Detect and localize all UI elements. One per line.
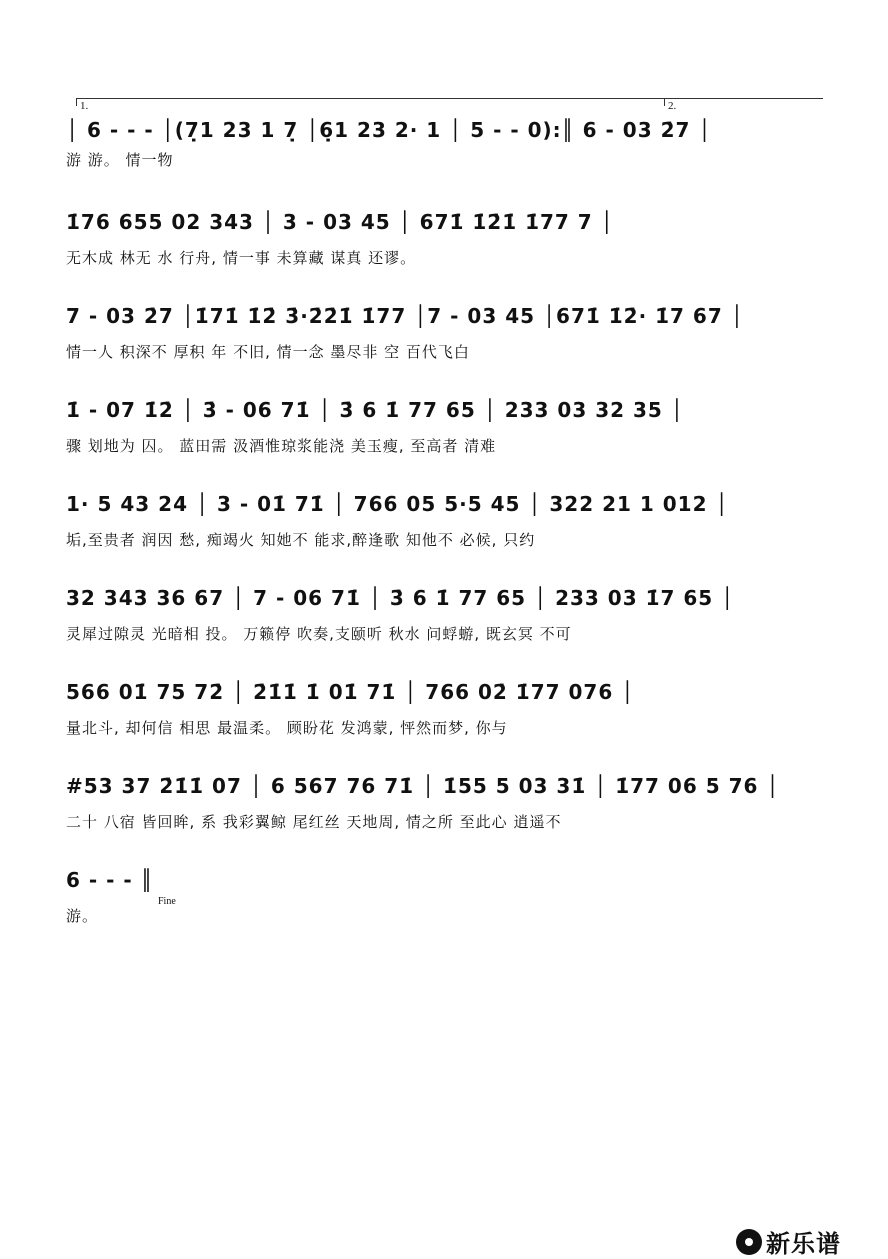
lyrics-line: 情一人 积深不 厚积 年 不旧, 情一念 墨尽非 空 百代飞白 <box>66 343 470 361</box>
notation-line: 32 343 36 67 │ 7 - 06 71̇ │ 3̇ 6 1̇ 77 65 │ 233 03 1̇7 65 │ <box>66 586 735 610</box>
lyrics-line: 垢,至贵者 润因 愁, 痴竭火 知她不 能求,醉逢歌 知他不 必候, 只约 <box>66 531 536 549</box>
volta-1: 1. <box>76 98 665 106</box>
lyrics-line: 二十 八宿 皆回眸, 系 我彩翼鲸 尾红丝 天地周, 情之所 至此心 逍遥不 <box>66 813 562 831</box>
lyrics-line: 游 游。 情一物 <box>66 151 174 169</box>
notation-line: 1̇ - 07 1̇2̇ │ 3̇ - 06 71̇ │ 3̇ 6 1̇ 77 65 │ 233 03 32 35 │ <box>66 398 684 422</box>
lyrics-line: 骤 划地为 囚。 蓝田需 汲酒惟琼浆能浇 美玉瘦, 至高者 清难 <box>66 437 497 455</box>
notation-line: #53 37 2̇1̇1̇ 07 │ 6 567 76 71̇ │ 1̇55 5 03 31̇ │ 1̇77 06 5 76 │ <box>66 774 780 798</box>
notation-line: 1· 5 43 24 │ 3 - 01̇ 71̇ │ 766 05 5·5 45 │ 322 21 1 012 │ <box>66 492 729 516</box>
lyrics-line: 灵犀过隙灵 光暗相 投。 万籁停 吹奏,支颐听 秋水 问蜉蝣, 既玄冥 不可 <box>66 625 572 643</box>
fine-mark: Fine <box>158 896 176 907</box>
site-logo <box>736 1224 841 1259</box>
notation-line: 6 - - - ║ <box>66 868 154 892</box>
notation-line: │ 6 - - - │(7̣1 23 1 7̣ │6̣1 23 2· 1 │ 5 - - 0):║ 6 - 03 2̇7 │ <box>66 118 712 142</box>
lyrics-line: 无木成 林无 水 行舟, 情一事 未算藏 谋真 还谬。 <box>66 249 417 267</box>
notation-line: 566 01̇ 75 72̇ │ 2̇1̇1̇ 1̇ 01̇ 71̇ │ 766 02̇ 1̇77 076 │ <box>66 680 635 704</box>
lyrics-line: 量北斗, 却何信 相思 最温柔。 顾盼花 发鸿蒙, 怦然而梦, 你与 <box>66 719 508 737</box>
logo-text: 新乐谱 <box>766 1230 841 1258</box>
notation-line: 7 - 03 2̇7 │1̇71̇ 1̇2̇ 3̇·2̇2̇1̇ 1̇77 │7 - 03 45 │671̇ 1̇2̇· 1̇7 67 │ <box>66 304 744 328</box>
volta-2: 2. <box>664 98 823 106</box>
notation-line: 1̇76 655 02 343 │ 3 - 03 45 │ 671̇ 1̇2̇1̇ 1̇77 7 │ <box>66 210 614 234</box>
lyrics-line: 游。 <box>66 907 99 925</box>
vinyl-disc-icon <box>736 1229 762 1255</box>
